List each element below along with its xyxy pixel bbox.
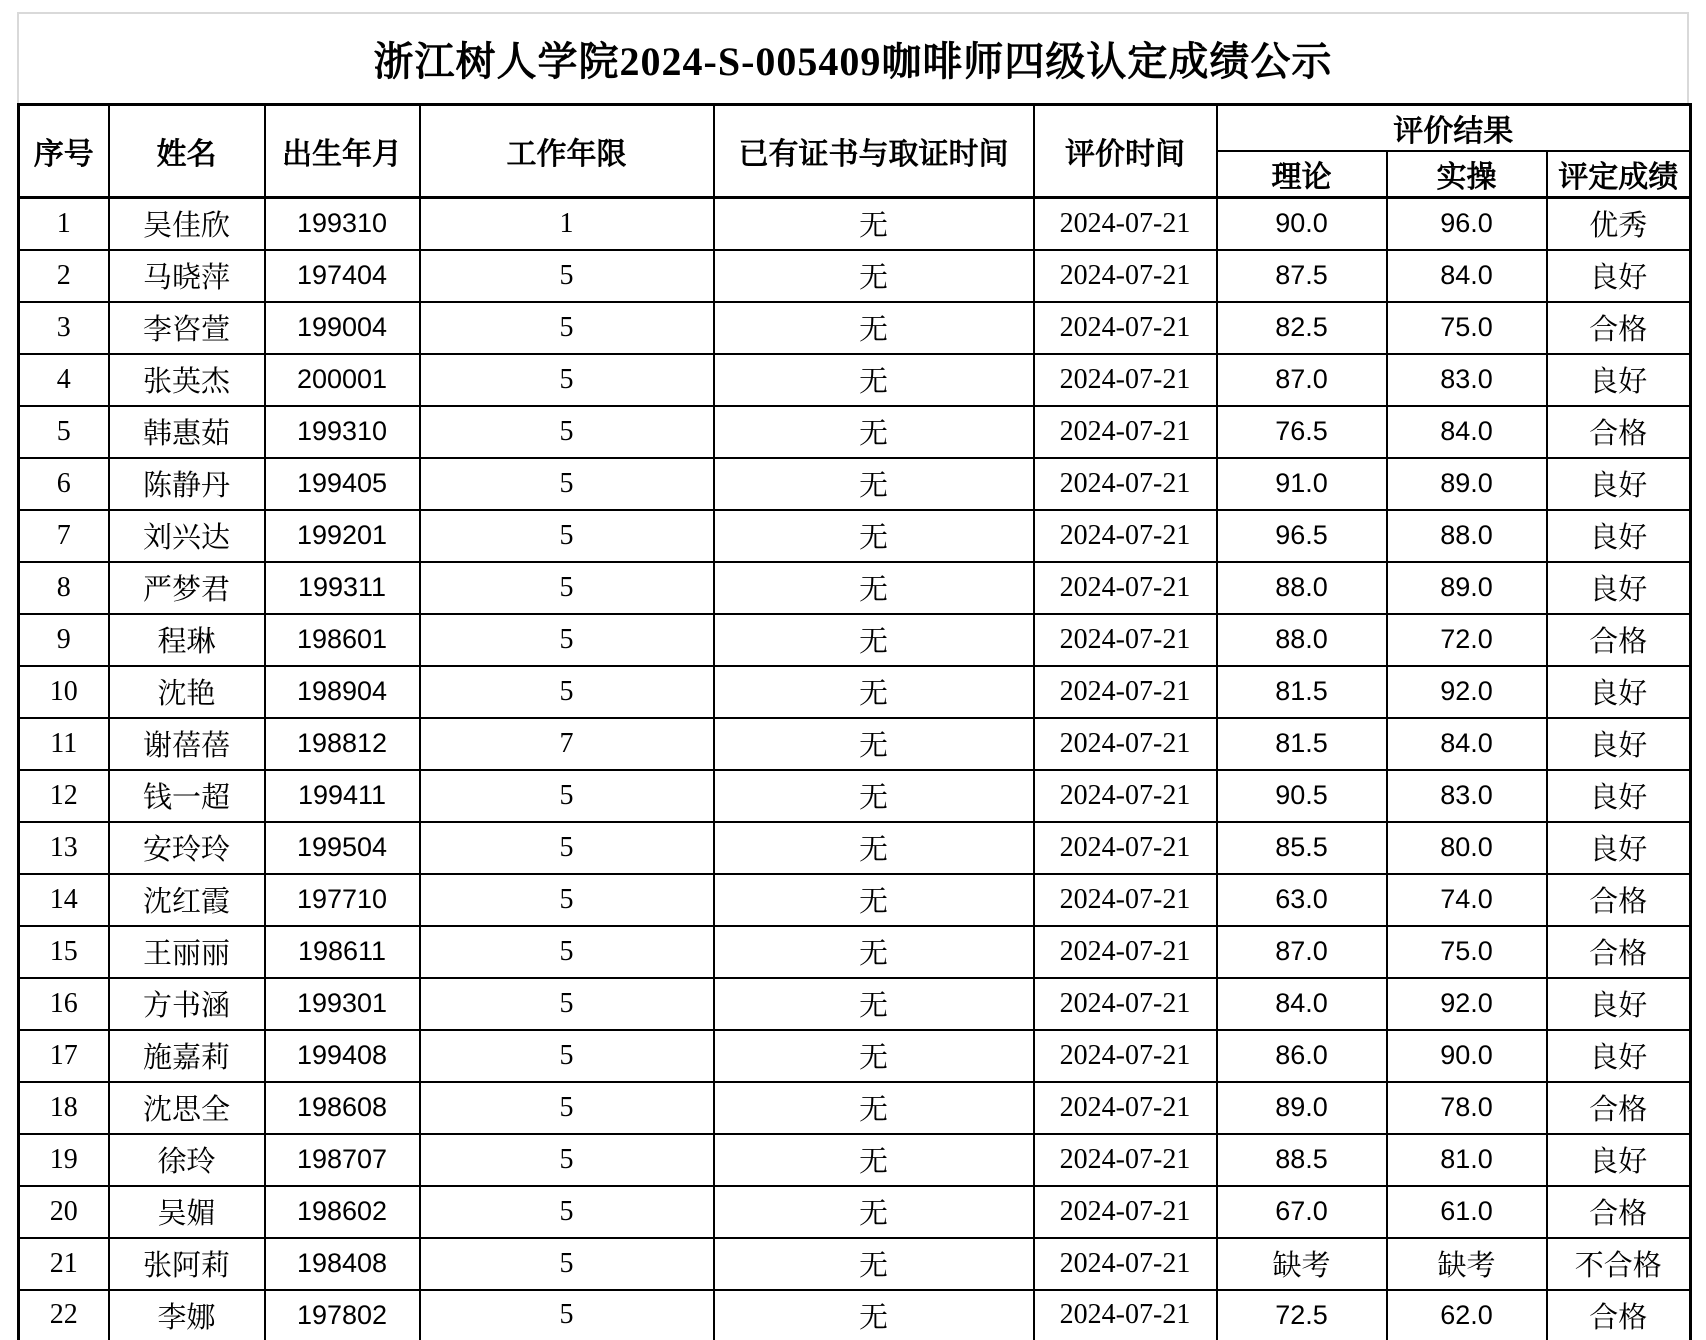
years-cell: 5	[420, 458, 714, 510]
grade-cell: 合格	[1547, 926, 1691, 978]
cert-cell: 无	[714, 1238, 1034, 1290]
birth-cell: 198601	[265, 614, 420, 666]
cert-cell: 无	[714, 978, 1034, 1030]
grade-cell: 合格	[1547, 1082, 1691, 1134]
cert-cell: 无	[714, 406, 1034, 458]
years-cell: 5	[420, 1030, 714, 1082]
years-cell: 7	[420, 718, 714, 770]
serial-cell: 21	[19, 1238, 109, 1290]
grade-cell: 良好	[1547, 250, 1691, 302]
birth-cell: 198602	[265, 1186, 420, 1238]
serial-cell: 16	[19, 978, 109, 1030]
name-cell: 谢蓓蓓	[109, 718, 265, 770]
grade-cell: 良好	[1547, 718, 1691, 770]
serial-cell: 14	[19, 874, 109, 926]
header-name: 姓名	[109, 105, 265, 198]
serial-cell: 9	[19, 614, 109, 666]
name-cell: 施嘉莉	[109, 1030, 265, 1082]
eval-time-cell: 2024-07-21	[1034, 1030, 1217, 1082]
birth-cell: 198408	[265, 1238, 420, 1290]
eval-time-cell: 2024-07-21	[1034, 614, 1217, 666]
eval-time-cell: 2024-07-21	[1034, 822, 1217, 874]
years-cell: 5	[420, 562, 714, 614]
practice-cell: 84.0	[1387, 406, 1547, 458]
eval-time-cell: 2024-07-21	[1034, 718, 1217, 770]
practice-cell: 96.0	[1387, 198, 1547, 250]
header-years: 工作年限	[420, 105, 714, 198]
name-cell: 陈静丹	[109, 458, 265, 510]
theory-cell: 90.0	[1217, 198, 1387, 250]
theory-cell: 67.0	[1217, 1186, 1387, 1238]
serial-cell: 4	[19, 354, 109, 406]
header-birth: 出生年月	[265, 105, 420, 198]
table-row	[19, 250, 1691, 302]
eval-time-cell: 2024-07-21	[1034, 354, 1217, 406]
years-cell: 5	[420, 1290, 714, 1340]
practice-cell: 84.0	[1387, 718, 1547, 770]
theory-cell: 89.0	[1217, 1082, 1387, 1134]
grade-cell: 合格	[1547, 302, 1691, 354]
theory-cell: 87.0	[1217, 926, 1387, 978]
practice-cell: 89.0	[1387, 562, 1547, 614]
header-eval-time: 评价时间	[1034, 105, 1217, 198]
practice-cell: 88.0	[1387, 510, 1547, 562]
serial-cell: 8	[19, 562, 109, 614]
name-cell: 沈红霞	[109, 874, 265, 926]
table-row	[19, 1290, 1691, 1340]
theory-cell: 76.5	[1217, 406, 1387, 458]
theory-cell: 72.5	[1217, 1290, 1387, 1340]
serial-cell: 17	[19, 1030, 109, 1082]
birth-cell: 199504	[265, 822, 420, 874]
practice-cell: 72.0	[1387, 614, 1547, 666]
table-row	[19, 510, 1691, 562]
years-cell: 1	[420, 198, 714, 250]
theory-cell: 63.0	[1217, 874, 1387, 926]
practice-cell: 缺考	[1387, 1238, 1547, 1290]
name-cell: 李咨萱	[109, 302, 265, 354]
years-cell: 5	[420, 1186, 714, 1238]
practice-cell: 92.0	[1387, 978, 1547, 1030]
eval-time-cell: 2024-07-21	[1034, 1082, 1217, 1134]
serial-cell: 20	[19, 1186, 109, 1238]
years-cell: 5	[420, 354, 714, 406]
serial-cell: 7	[19, 510, 109, 562]
cert-cell: 无	[714, 354, 1034, 406]
grade-cell: 优秀	[1547, 198, 1691, 250]
name-cell: 吴媚	[109, 1186, 265, 1238]
years-cell: 5	[420, 614, 714, 666]
table-row	[19, 770, 1691, 822]
birth-cell: 199310	[265, 406, 420, 458]
cert-cell: 无	[714, 1030, 1034, 1082]
theory-cell: 88.0	[1217, 614, 1387, 666]
theory-cell: 86.0	[1217, 1030, 1387, 1082]
theory-cell: 90.5	[1217, 770, 1387, 822]
birth-cell: 199201	[265, 510, 420, 562]
years-cell: 5	[420, 770, 714, 822]
grade-cell: 合格	[1547, 614, 1691, 666]
cert-cell: 无	[714, 1186, 1034, 1238]
theory-cell: 81.5	[1217, 666, 1387, 718]
birth-cell: 198611	[265, 926, 420, 978]
table-row	[19, 874, 1691, 926]
cert-cell: 无	[714, 510, 1034, 562]
score-table	[17, 103, 1692, 1340]
name-cell: 徐玲	[109, 1134, 265, 1186]
header-serial: 序号	[19, 105, 109, 198]
birth-cell: 197404	[265, 250, 420, 302]
birth-cell: 199405	[265, 458, 420, 510]
grade-cell: 良好	[1547, 770, 1691, 822]
theory-cell: 81.5	[1217, 718, 1387, 770]
eval-time-cell: 2024-07-21	[1034, 250, 1217, 302]
theory-cell: 96.5	[1217, 510, 1387, 562]
birth-cell: 199311	[265, 562, 420, 614]
name-cell: 安玲玲	[109, 822, 265, 874]
practice-cell: 83.0	[1387, 770, 1547, 822]
header-result-group: 评价结果	[1217, 105, 1691, 152]
eval-time-cell: 2024-07-21	[1034, 666, 1217, 718]
page-title: 浙江树人学院2024-S-005409咖啡师四级认定成绩公示	[373, 39, 1333, 84]
serial-cell: 2	[19, 250, 109, 302]
serial-cell: 3	[19, 302, 109, 354]
grade-cell: 良好	[1547, 822, 1691, 874]
name-cell: 刘兴达	[109, 510, 265, 562]
table-row	[19, 1134, 1691, 1186]
title-cell	[17, 12, 1689, 103]
table-row	[19, 354, 1691, 406]
eval-time-cell: 2024-07-21	[1034, 458, 1217, 510]
eval-time-cell: 2024-07-21	[1034, 1290, 1217, 1340]
birth-cell: 199301	[265, 978, 420, 1030]
name-cell: 程琳	[109, 614, 265, 666]
cert-cell: 无	[714, 718, 1034, 770]
cert-cell: 无	[714, 1134, 1034, 1186]
table-row	[19, 978, 1691, 1030]
grade-cell: 合格	[1547, 1186, 1691, 1238]
grade-cell: 合格	[1547, 1290, 1691, 1340]
serial-cell: 12	[19, 770, 109, 822]
birth-cell: 197802	[265, 1290, 420, 1340]
practice-cell: 83.0	[1387, 354, 1547, 406]
birth-cell: 199411	[265, 770, 420, 822]
serial-cell: 10	[19, 666, 109, 718]
years-cell: 5	[420, 302, 714, 354]
table-row	[19, 1082, 1691, 1134]
table-row	[19, 458, 1691, 510]
eval-time-cell: 2024-07-21	[1034, 562, 1217, 614]
table-row	[19, 1030, 1691, 1082]
theory-cell: 88.5	[1217, 1134, 1387, 1186]
eval-time-cell: 2024-07-21	[1034, 406, 1217, 458]
eval-time-cell: 2024-07-21	[1034, 510, 1217, 562]
practice-cell: 75.0	[1387, 302, 1547, 354]
grade-cell: 良好	[1547, 1134, 1691, 1186]
birth-cell: 199310	[265, 198, 420, 250]
cert-cell: 无	[714, 614, 1034, 666]
serial-cell: 6	[19, 458, 109, 510]
serial-cell: 19	[19, 1134, 109, 1186]
serial-cell: 15	[19, 926, 109, 978]
name-cell: 沈艳	[109, 666, 265, 718]
cert-cell: 无	[714, 770, 1034, 822]
table-row	[19, 406, 1691, 458]
practice-cell: 75.0	[1387, 926, 1547, 978]
eval-time-cell: 2024-07-21	[1034, 770, 1217, 822]
eval-time-cell: 2024-07-21	[1034, 1238, 1217, 1290]
birth-cell: 198608	[265, 1082, 420, 1134]
cert-cell: 无	[714, 562, 1034, 614]
theory-cell: 84.0	[1217, 978, 1387, 1030]
cert-cell: 无	[714, 302, 1034, 354]
theory-cell: 87.5	[1217, 250, 1387, 302]
serial-cell: 22	[19, 1290, 109, 1340]
eval-time-cell: 2024-07-21	[1034, 978, 1217, 1030]
years-cell: 5	[420, 1238, 714, 1290]
years-cell: 5	[420, 926, 714, 978]
grade-cell: 良好	[1547, 510, 1691, 562]
theory-cell: 缺考	[1217, 1238, 1387, 1290]
name-cell: 张英杰	[109, 354, 265, 406]
practice-cell: 61.0	[1387, 1186, 1547, 1238]
serial-cell: 11	[19, 718, 109, 770]
header-grade: 评定成绩	[1547, 151, 1691, 198]
practice-cell: 80.0	[1387, 822, 1547, 874]
cert-cell: 无	[714, 874, 1034, 926]
years-cell: 5	[420, 250, 714, 302]
eval-time-cell: 2024-07-21	[1034, 302, 1217, 354]
cert-cell: 无	[714, 198, 1034, 250]
cert-cell: 无	[714, 1290, 1034, 1340]
birth-cell: 198812	[265, 718, 420, 770]
header-cert: 已有证书与取证时间	[714, 105, 1034, 198]
table-row	[19, 198, 1691, 250]
eval-time-cell: 2024-07-21	[1034, 874, 1217, 926]
eval-time-cell: 2024-07-21	[1034, 926, 1217, 978]
grade-cell: 良好	[1547, 562, 1691, 614]
grade-cell: 良好	[1547, 666, 1691, 718]
years-cell: 5	[420, 822, 714, 874]
grade-cell: 良好	[1547, 458, 1691, 510]
birth-cell: 199004	[265, 302, 420, 354]
birth-cell: 198904	[265, 666, 420, 718]
cert-cell: 无	[714, 822, 1034, 874]
grade-cell: 良好	[1547, 1030, 1691, 1082]
table-body	[19, 198, 1691, 1340]
grade-cell: 良好	[1547, 978, 1691, 1030]
birth-cell: 200001	[265, 354, 420, 406]
birth-cell: 198707	[265, 1134, 420, 1186]
name-cell: 钱一超	[109, 770, 265, 822]
birth-cell: 197710	[265, 874, 420, 926]
name-cell: 严梦君	[109, 562, 265, 614]
table-row	[19, 822, 1691, 874]
theory-cell: 82.5	[1217, 302, 1387, 354]
cert-cell: 无	[714, 926, 1034, 978]
years-cell: 5	[420, 406, 714, 458]
name-cell: 张阿莉	[109, 1238, 265, 1290]
name-cell: 马晓萍	[109, 250, 265, 302]
table-row	[19, 718, 1691, 770]
cert-cell: 无	[714, 666, 1034, 718]
theory-cell: 91.0	[1217, 458, 1387, 510]
practice-cell: 74.0	[1387, 874, 1547, 926]
eval-time-cell: 2024-07-21	[1034, 1186, 1217, 1238]
header-practice: 实操	[1387, 151, 1547, 198]
years-cell: 5	[420, 1134, 714, 1186]
practice-cell: 89.0	[1387, 458, 1547, 510]
table-row	[19, 562, 1691, 614]
practice-cell: 92.0	[1387, 666, 1547, 718]
name-cell: 韩惠茹	[109, 406, 265, 458]
practice-cell: 84.0	[1387, 250, 1547, 302]
years-cell: 5	[420, 978, 714, 1030]
name-cell: 吴佳欣	[109, 198, 265, 250]
theory-cell: 87.0	[1217, 354, 1387, 406]
table-row	[19, 926, 1691, 978]
grade-cell: 合格	[1547, 406, 1691, 458]
birth-cell: 199408	[265, 1030, 420, 1082]
header-theory: 理论	[1217, 151, 1387, 198]
practice-cell: 62.0	[1387, 1290, 1547, 1340]
theory-cell: 88.0	[1217, 562, 1387, 614]
cert-cell: 无	[714, 458, 1034, 510]
name-cell: 李娜	[109, 1290, 265, 1340]
table-header	[19, 105, 1691, 198]
table-row	[19, 302, 1691, 354]
practice-cell: 81.0	[1387, 1134, 1547, 1186]
years-cell: 5	[420, 1082, 714, 1134]
years-cell: 5	[420, 510, 714, 562]
grade-cell: 良好	[1547, 354, 1691, 406]
grade-cell: 不合格	[1547, 1238, 1691, 1290]
table-row	[19, 614, 1691, 666]
table-row	[19, 1186, 1691, 1238]
serial-cell: 13	[19, 822, 109, 874]
name-cell: 方书涵	[109, 978, 265, 1030]
years-cell: 5	[420, 666, 714, 718]
eval-time-cell: 2024-07-21	[1034, 1134, 1217, 1186]
table-row	[19, 666, 1691, 718]
theory-cell: 85.5	[1217, 822, 1387, 874]
practice-cell: 90.0	[1387, 1030, 1547, 1082]
cert-cell: 无	[714, 1082, 1034, 1134]
years-cell: 5	[420, 874, 714, 926]
eval-time-cell: 2024-07-21	[1034, 198, 1217, 250]
serial-cell: 1	[19, 198, 109, 250]
grade-cell: 合格	[1547, 874, 1691, 926]
name-cell: 王丽丽	[109, 926, 265, 978]
name-cell: 沈思全	[109, 1082, 265, 1134]
serial-cell: 18	[19, 1082, 109, 1134]
cert-cell: 无	[714, 250, 1034, 302]
table-row	[19, 1238, 1691, 1290]
practice-cell: 78.0	[1387, 1082, 1547, 1134]
serial-cell: 5	[19, 406, 109, 458]
